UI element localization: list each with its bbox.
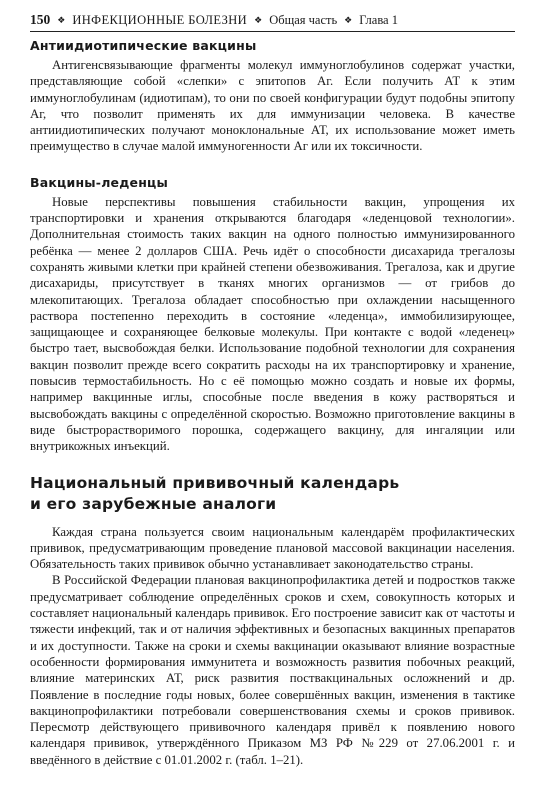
book-title: ИНФЕКЦИОННЫЕ БОЛЕЗНИ xyxy=(72,13,248,27)
paragraph-antiidiotypic: Антигенсвязывающие фрагменты молекул иммуноглобулинов содержат участки, представляющие собой «слепки» с эпитопов Аг. Если получить АТ к этим иммуноглобулинам (идиотипам), то они по своей конфигурации будут подобны эпитопу Аг, что позволит применять их для иммунизации человека. В качестве антиидиотипических получают моноклональные АТ, их использование может иметь преимущество в случае малой иммуногенности Аг или их токсичности. xyxy=(30,58,515,154)
paragraph-national-calendar-1: Каждая страна пользуется своим национальным календарём профилактических прививок, предусматривающим проведение плановой массовой вакцинации населения. Обязательность таких прививок обычно устанавливает законодательство страны. xyxy=(30,524,515,572)
paragraph-national-calendar-2: В Российской Федерации плановая вакцинопрофилактика детей и подростков также предусматривает соблюдение определённых сроков и схем, совокупность которых и составляет национальный календарь прививок. Его построение зависит как от частоты и тяжести инфекций, так и от наличия эффективных и безопасных вакцинных препаратов и их доступности. Также на сроки и схемы вакцинации оказывают влияние возрастные особенности формирования иммунитета и возможность развития побочных реакций, влияние материнских АТ, риск развития поствакцинальных осложнений и др. Появление в последние годы новых, более совершённых вакцин, изменения в тактике вакцинопрофилактики потребовали совершенствования схемы и сроков прививок. Пересмотр действующего прививочного календаря привёл к появлению нового календаря прививок, утверждённого Приказом МЗ РФ №229 от 27.06.2001 г. и введённого в действие с 01.01.2002 г. (табл. 1–21). xyxy=(30,573,515,767)
header-divider xyxy=(30,31,515,32)
section-heading-line-1: Национальный прививочный календарь xyxy=(30,473,400,492)
section-heading-national-calendar xyxy=(30,473,515,515)
section-heading-line-2: и его зарубежные аналоги xyxy=(30,494,277,513)
subsection-heading-antiidiotypic: Антиидиотипические вакцины xyxy=(30,38,257,53)
diamond-separator-icon: ❖ xyxy=(254,15,263,25)
chapter-title: Глава 1 xyxy=(359,13,398,27)
part-title: Общая часть xyxy=(269,13,338,27)
running-head xyxy=(30,10,515,30)
page-number: 150 xyxy=(30,12,51,27)
paragraph-lollipop: Новые перспективы повышения стабильности вакцин, упрощения их транспортировки и хранения открываются благодаря «леденцовой технологии». Дополнительная стоимость таких вакцин на одного полностью иммунизированного ребёнка — менее 2 долларов США. Речь идёт о способности дисахарида трегалозы сохранять живыми клетки при крайней степени обезвоживания. Трегалоза, как и другие дисахариды, присутствует в тканях многих организмов — от грибов до млекопитающих. Трегалоза обладает способностью при охлаждении насыщенного раствора постепенно переходить в состояние «леденца», иммобилизирующее, защищающее и сохраняющее белковые молекулы. При контакте с водой «леденец» быстро тает, высвобождая белки. Использование подобной технологии для сохранения вакцин позволит прежде всего сократить расходы на их транспортировку и хранение, повысив термостабильность. Но с её помощью можно создать и новые их формы, например вакцинные иглы, способные после введения в кожу растворяться и высвобождать вакцины с определённой скоростью. Возможно приготовление вакцины в виде быстрорастворимого порошка, содержащего вакцину, для ингаляции или внутрикожных инъекций. xyxy=(30,194,515,454)
diamond-separator-icon: ❖ xyxy=(57,15,66,25)
diamond-separator-icon: ❖ xyxy=(344,15,353,25)
subsection-heading-lollipop: Вакцины-леденцы xyxy=(30,174,169,190)
